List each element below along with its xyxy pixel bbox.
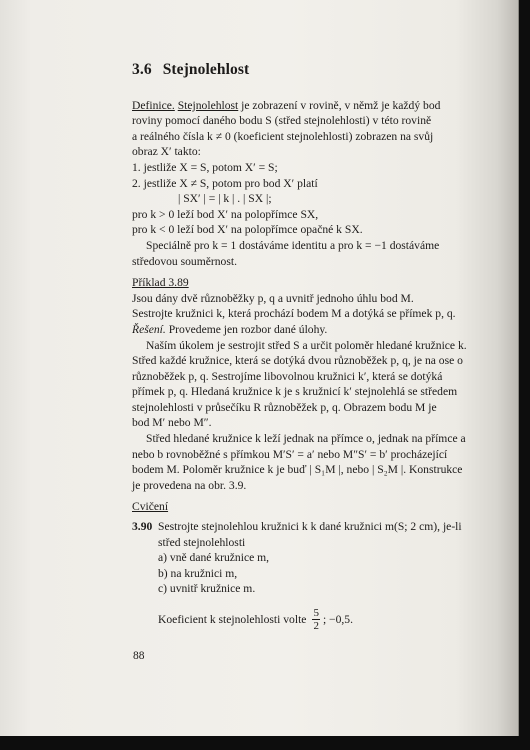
fraction-denominator: 2	[313, 620, 319, 632]
exercise-option-b: b) na kružnici m,	[158, 566, 238, 580]
fraction	[312, 607, 320, 632]
definition-line-4: obraz X′ takto:	[132, 145, 201, 159]
special-cases-line-1: Speciálně pro k = 1 dostáváme identitu a pro k = −1 dostáváme	[146, 238, 440, 252]
definition-condition-2: pro k < 0 leží bod X′ na polopřímce opačné k SX.	[132, 223, 363, 237]
definition-block	[132, 98, 517, 270]
exercise-line-2: střed stejnolehlosti	[158, 535, 246, 549]
construction-line-1: Střed hledané kružnice k leží jednak na přímce o, jednak na přímce a	[146, 432, 466, 446]
analysis-line-1: Naším úkolem je sestrojit střed S a určit poloměr hledané kružnice k.	[146, 338, 467, 352]
section-title: Stejnolehlost	[162, 61, 250, 78]
exercise-option-c: c) uvnitř kružnice m.	[158, 582, 256, 596]
definition-case-2: 2. jestliže X ≠ S, potom pro bod X′ platí	[132, 176, 318, 190]
definition-line-2: roviny pomocí daného bodu S (střed stejnolehlosti) v této rovině	[132, 114, 432, 128]
exercise-number: 3.90	[132, 520, 153, 534]
solution-text: Provedeme jen rozbor dané úlohy.	[168, 322, 328, 336]
solution-line	[132, 322, 517, 338]
coefficient-text: Koeficient k stejnolehlosti volte	[158, 612, 307, 626]
coefficient-rest: ; −0,5.	[322, 612, 353, 626]
example-line-2: Sestrojte kružnici k, která prochází bodem M a dotýká se přímek p, q.	[132, 307, 456, 321]
exercises-label: Cvičení	[132, 500, 169, 514]
exercise-line-1: Sestrojte stejnolehlou kružnici k k dané kružnici m(S; 2 cm), je-li	[158, 520, 462, 534]
solution-label: Řešení.	[132, 322, 166, 336]
special-cases-line-2: středovou souměrnost.	[132, 254, 237, 268]
exercise-option-a: a) vně dané kružnice m,	[158, 551, 270, 565]
construction-line-2: nebo b rovnoběžné s přímkou M′S′ = a′ nebo M″S′ = b′ procházející	[132, 447, 448, 461]
exercise-3-90	[132, 519, 517, 550]
section-heading	[132, 62, 517, 78]
analysis-line-3: různoběžek p, q. Sestrojíme libovolnou kružnici k′, která se dotýká	[132, 369, 443, 383]
definition-formula: | SX′ | = | k | . | SX |;	[178, 192, 272, 206]
analysis-line-6: bod M′ nebo M″.	[132, 416, 212, 430]
fraction-numerator: 5	[313, 607, 319, 619]
construction-line-3: bodem M. Poloměr kružnice k je buď | S₁M |, nebo | S₂M |. Konstrukce	[132, 463, 463, 477]
analysis-line-2: Střed každé kružnice, která se dotýká dvou různoběžek p, q, je na ose o	[132, 354, 463, 368]
definition-term: Stejnolehlost	[177, 98, 239, 112]
analysis-line-5: stejnolehlosti v průsečíku R různoběžek p, q. Obrazem bodu M je	[132, 400, 437, 414]
exercises-block	[132, 499, 517, 632]
construction-line-4: je provedena na obr. 3.9.	[132, 478, 247, 492]
example-block	[132, 275, 517, 493]
analysis-line-4: přímek p, q. Hledaná kružnice k je s kružnicí k′ stejnolehlá se středem	[132, 385, 458, 399]
definition-line-1	[132, 98, 517, 114]
example-label: Příklad 3.89	[132, 276, 189, 290]
definition-case-1: 1. jestliže X = S, potom X′ = S;	[132, 160, 278, 174]
page-content	[132, 52, 517, 632]
definition-label: Definice.	[132, 98, 175, 112]
page-number: 88	[133, 650, 145, 662]
definition-line-3: a reálného čísla k ≠ 0 (koeficient stejnolehlosti) zobrazen na svůj	[132, 129, 434, 143]
example-line-1: Jsou dány dvě různoběžky p, q a uvnitř jednoho úhlu bod M.	[132, 291, 414, 305]
section-number: 3.6	[132, 61, 152, 78]
definition-text: je zobrazení v rovině, v němž je každý bod	[241, 98, 441, 112]
coefficient-line	[132, 607, 517, 632]
definition-condition-1: pro k > 0 leží bod X′ na polopřímce SX,	[132, 207, 319, 221]
